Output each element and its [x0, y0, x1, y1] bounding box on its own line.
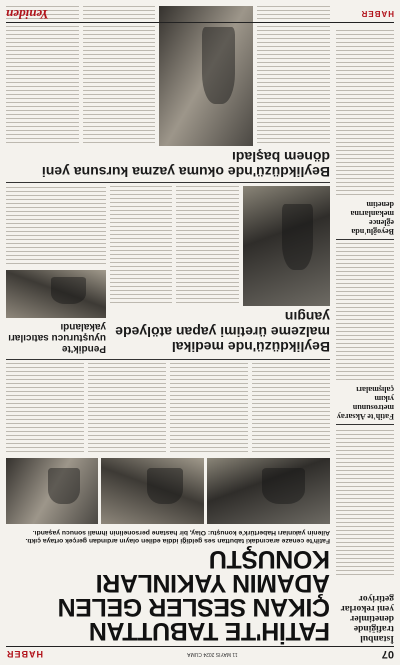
side-story: [6, 186, 106, 356]
news-photo: [101, 458, 204, 524]
main-headline: FATİH'TE TABUTTAN ÇIKAN SESLER GELEN ADAMIN YAKINLARI KONUŞTU: [58, 545, 330, 645]
text-column: [252, 363, 330, 455]
side-story-headline: Pendik'te uyuşturucu satıcıları yakalandı: [8, 321, 106, 354]
left-mid-text-block: [336, 243, 394, 383]
left-column: [336, 23, 394, 643]
main-photo-row: [6, 458, 330, 524]
footer-bar: [6, 6, 394, 23]
photo-story: [110, 186, 330, 356]
left-mid-headline: Fatih'te Aksaray metrosunun yıkım çalışmaları: [336, 384, 394, 421]
news-photo: [243, 186, 330, 306]
section-label: HABER: [6, 649, 44, 659]
text-column: [6, 6, 79, 146]
text-column: [257, 6, 330, 146]
left-bottom-headline: Beyoğlu'nda eğlence mekanlarına denetim: [350, 199, 394, 236]
text-column: [176, 186, 238, 306]
issue-date: 11 MAYIS 2024 CUMA: [187, 651, 238, 657]
footer-section: HABER: [360, 9, 394, 19]
main-area: [6, 23, 330, 643]
left-bottom-text-block: [336, 28, 394, 198]
divider: [6, 182, 330, 183]
middle-section: [6, 186, 330, 356]
side-text-block: [6, 187, 106, 267]
text-column: [6, 363, 84, 455]
lower-story-headline: Beylikdüzü'nde okuma yazma kursuna yeni dönem başladı: [41, 149, 330, 180]
text-column: [170, 363, 248, 455]
newspaper-logo: Yeniden: [6, 7, 49, 22]
main-text-columns: [6, 363, 330, 455]
divider: [336, 239, 394, 240]
left-top-text-block: [336, 428, 394, 578]
news-photo: [159, 6, 253, 146]
text-column: [110, 186, 172, 306]
left-top-headline: İstanbul trafiğinde denetimler yeni rekorlar getiriyor: [340, 593, 394, 643]
photo-story-headline: Beylikdüzü'nde medikal malzeme üretimi yapan atölyede yangın: [115, 309, 330, 355]
text-column: [83, 6, 156, 146]
news-photo: [207, 458, 330, 524]
divider: [336, 424, 394, 425]
divider: [6, 359, 330, 360]
text-column: [88, 363, 166, 455]
masthead: [6, 646, 394, 661]
news-photo: [6, 270, 106, 318]
news-photo: [6, 458, 98, 524]
lower-story: [6, 6, 330, 146]
page-number: 07: [381, 648, 394, 660]
main-deck: Fatih'te cenaze aracındaki tabuttan ses geldiği iddia edilen olayın ardından gerçek ortaya çıktı. Ailenin yakınları Habertürk'e konuştu: Olay, bir hastane personelinin ihmali sonucu yaşandı.: [25, 529, 330, 544]
left-top-body: [336, 580, 394, 590]
